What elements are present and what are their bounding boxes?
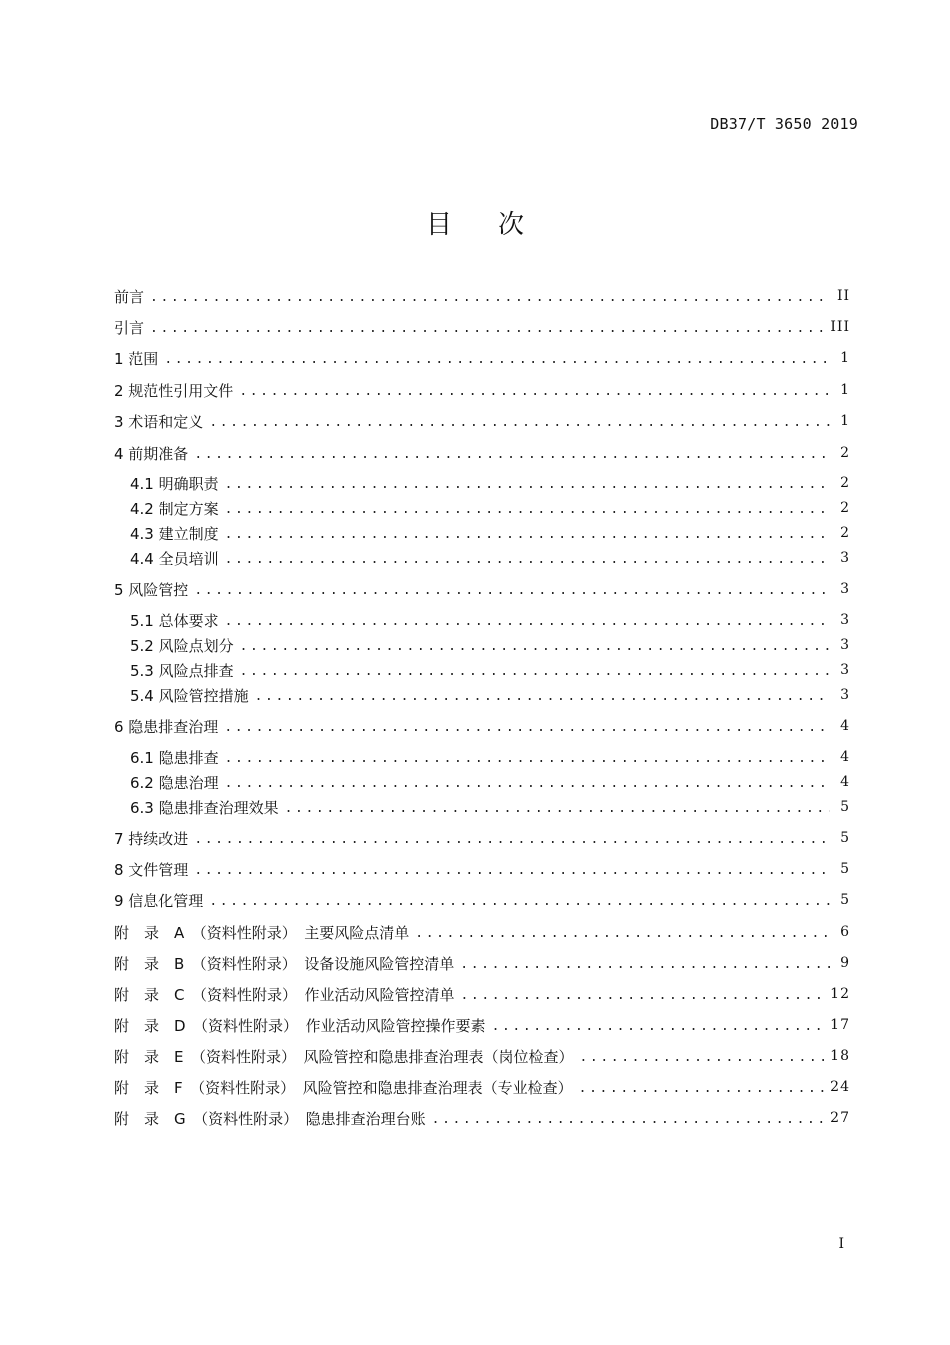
toc-dot-leader <box>432 1112 825 1127</box>
toc-entry[interactable] <box>114 346 850 370</box>
toc-entry-page: 1 <box>840 413 850 429</box>
toc-entry[interactable] <box>114 857 850 881</box>
toc-entry-page: 4 <box>840 718 850 734</box>
toc-entry-page: III <box>830 319 850 335</box>
document-code: DB37/T 3650 2019 <box>710 115 858 133</box>
toc-dot-leader <box>240 664 830 679</box>
toc-entry-label: 5.3 风险点排查 <box>130 661 234 680</box>
toc-entry-label: 6 隐患排查治理 <box>114 717 219 736</box>
toc-dot-leader <box>255 689 830 704</box>
toc-entry-label: 5.1 总体要求 <box>130 611 219 630</box>
toc-entry[interactable] <box>114 441 850 465</box>
toc-entry-label: 4.2 制定方案 <box>130 499 219 518</box>
toc-entry-page: 3 <box>840 612 850 628</box>
toc-dot-leader <box>285 801 830 816</box>
toc-entry-page: 27 <box>830 1110 850 1126</box>
toc-entry[interactable] <box>114 920 850 944</box>
toc-entry[interactable] <box>114 982 850 1006</box>
toc-dot-leader <box>460 957 830 972</box>
toc-entry[interactable] <box>130 496 850 520</box>
toc-dot-leader <box>225 552 830 567</box>
toc-dot-leader <box>240 639 830 654</box>
toc-entry-label: 附 录 C （资料性附录） 作业活动风险管控清单 <box>114 985 455 1004</box>
toc-entry-label: 附 录 B （资料性附录） 设备设施风险管控清单 <box>114 954 455 973</box>
toc-entry[interactable] <box>114 315 850 339</box>
toc-dot-leader <box>225 477 830 492</box>
toc-entry-label: 引言 <box>114 318 145 337</box>
toc-dot-leader <box>224 720 830 735</box>
toc-entry-page: 3 <box>840 550 850 566</box>
toc-entry[interactable] <box>130 546 850 570</box>
toc-entry[interactable] <box>114 378 850 402</box>
toc-entry-page: 2 <box>840 525 850 541</box>
toc-entry[interactable] <box>114 284 850 308</box>
toc-entry-page: 3 <box>840 687 850 703</box>
toc-entry-page: 6 <box>840 924 850 940</box>
toc-entry-label: 6.2 隐患治理 <box>130 773 219 792</box>
toc-dot-leader <box>460 988 824 1003</box>
toc-entry-page: 2 <box>840 500 850 516</box>
toc-entry[interactable] <box>114 577 850 601</box>
toc-entry-page: 2 <box>840 475 850 491</box>
toc-entry-page: 17 <box>830 1017 850 1033</box>
toc-entry-label: 附 录 G （资料性附录） 隐患排查治理台账 <box>114 1109 426 1128</box>
toc-entry-label: 8 文件管理 <box>114 860 189 879</box>
toc-dot-leader <box>225 502 830 517</box>
toc-entry-label: 5.4 风险管控措施 <box>130 686 249 705</box>
toc-entry[interactable] <box>114 951 850 975</box>
toc-dot-leader <box>209 415 830 430</box>
toc-entry-label: 9 信息化管理 <box>114 891 204 910</box>
page-title: 目次 <box>425 210 570 240</box>
toc-entry-label: 2 规范性引用文件 <box>114 381 234 400</box>
toc-dot-leader <box>415 926 830 941</box>
toc-entry-page: 24 <box>830 1079 850 1095</box>
toc-dot-leader <box>150 290 830 305</box>
toc-entry[interactable] <box>130 770 850 794</box>
toc-dot-leader <box>194 863 830 878</box>
toc-entry-page: II <box>836 288 850 304</box>
toc-dot-leader <box>194 447 830 462</box>
toc-entry[interactable] <box>114 1013 850 1037</box>
toc-entry-page: 9 <box>840 955 850 971</box>
toc-dot-leader <box>194 583 830 598</box>
toc-entry[interactable] <box>130 633 850 657</box>
toc-entry-label: 5 风险管控 <box>114 580 189 599</box>
toc-entry-page: 5 <box>840 861 850 877</box>
toc-dot-leader <box>492 1019 825 1034</box>
toc-entry[interactable] <box>114 888 850 912</box>
toc-entry[interactable] <box>130 795 850 819</box>
toc-dot-leader <box>225 614 830 629</box>
toc-entry-label: 附 录 D （资料性附录） 作业活动风险管控操作要素 <box>114 1016 486 1035</box>
toc-entry-label: 前言 <box>114 287 145 306</box>
toc-entry[interactable] <box>114 826 850 850</box>
toc-entry-label: 附 录 E （资料性附录） 风险管控和隐患排查治理表（岗位检查） <box>114 1047 574 1066</box>
toc-dot-leader <box>164 352 830 367</box>
toc-entry-label: 附 录 F （资料性附录） 风险管控和隐患排查治理表（专业检查） <box>114 1078 573 1097</box>
toc-entry-page: 3 <box>840 637 850 653</box>
toc-entry[interactable] <box>130 658 850 682</box>
toc-entry[interactable] <box>114 1044 850 1068</box>
toc-entry-page: 3 <box>840 662 850 678</box>
toc-entry-label: 4 前期准备 <box>114 444 189 463</box>
toc-entry-page: 1 <box>840 350 850 366</box>
toc-entry-label: 4.4 全员培训 <box>130 549 219 568</box>
toc-entry[interactable] <box>130 521 850 545</box>
toc-entry[interactable] <box>114 1075 850 1099</box>
toc-dot-leader <box>225 527 830 542</box>
toc-dot-leader <box>239 384 830 399</box>
toc-entry-page: 4 <box>840 774 850 790</box>
toc-entry-label: 6.3 隐患排查治理效果 <box>130 798 279 817</box>
toc-entry-page: 5 <box>840 830 850 846</box>
toc-entry-label: 4.3 建立制度 <box>130 524 219 543</box>
toc-entry-page: 2 <box>840 445 850 461</box>
toc-dot-leader <box>225 751 830 766</box>
toc-entry-label: 3 术语和定义 <box>114 412 204 431</box>
toc-entry[interactable] <box>130 608 850 632</box>
page-number: I <box>838 1236 844 1252</box>
toc-entry-page: 12 <box>830 986 850 1002</box>
toc-dot-leader <box>194 832 830 847</box>
toc-entry-label: 1 范围 <box>114 349 159 368</box>
toc-entry-page: 4 <box>840 749 850 765</box>
toc-entry-page: 5 <box>840 799 850 815</box>
toc-dot-leader <box>225 776 830 791</box>
toc-dot-leader <box>579 1050 824 1065</box>
toc-entry-page: 3 <box>840 581 850 597</box>
toc-entry-label: 4.1 明确职责 <box>130 474 219 493</box>
toc-entry-label: 附 录 A （资料性附录） 主要风险点清单 <box>114 923 410 942</box>
toc-entry-page: 18 <box>830 1048 850 1064</box>
toc-dot-leader <box>150 321 824 336</box>
toc-entry[interactable] <box>130 683 850 707</box>
toc-entry-page: 1 <box>840 382 850 398</box>
toc-entry[interactable] <box>114 409 850 433</box>
toc-entry-label: 5.2 风险点划分 <box>130 636 234 655</box>
toc-entry-page: 5 <box>840 892 850 908</box>
toc-entry[interactable] <box>114 1106 850 1130</box>
toc-entry-label: 6.1 隐患排查 <box>130 748 219 767</box>
toc-dot-leader <box>579 1081 825 1096</box>
toc-entry[interactable] <box>130 745 850 769</box>
toc-entry[interactable] <box>130 471 850 495</box>
toc-entry-label: 7 持续改进 <box>114 829 189 848</box>
toc-dot-leader <box>209 894 830 909</box>
toc-entry[interactable] <box>114 714 850 738</box>
